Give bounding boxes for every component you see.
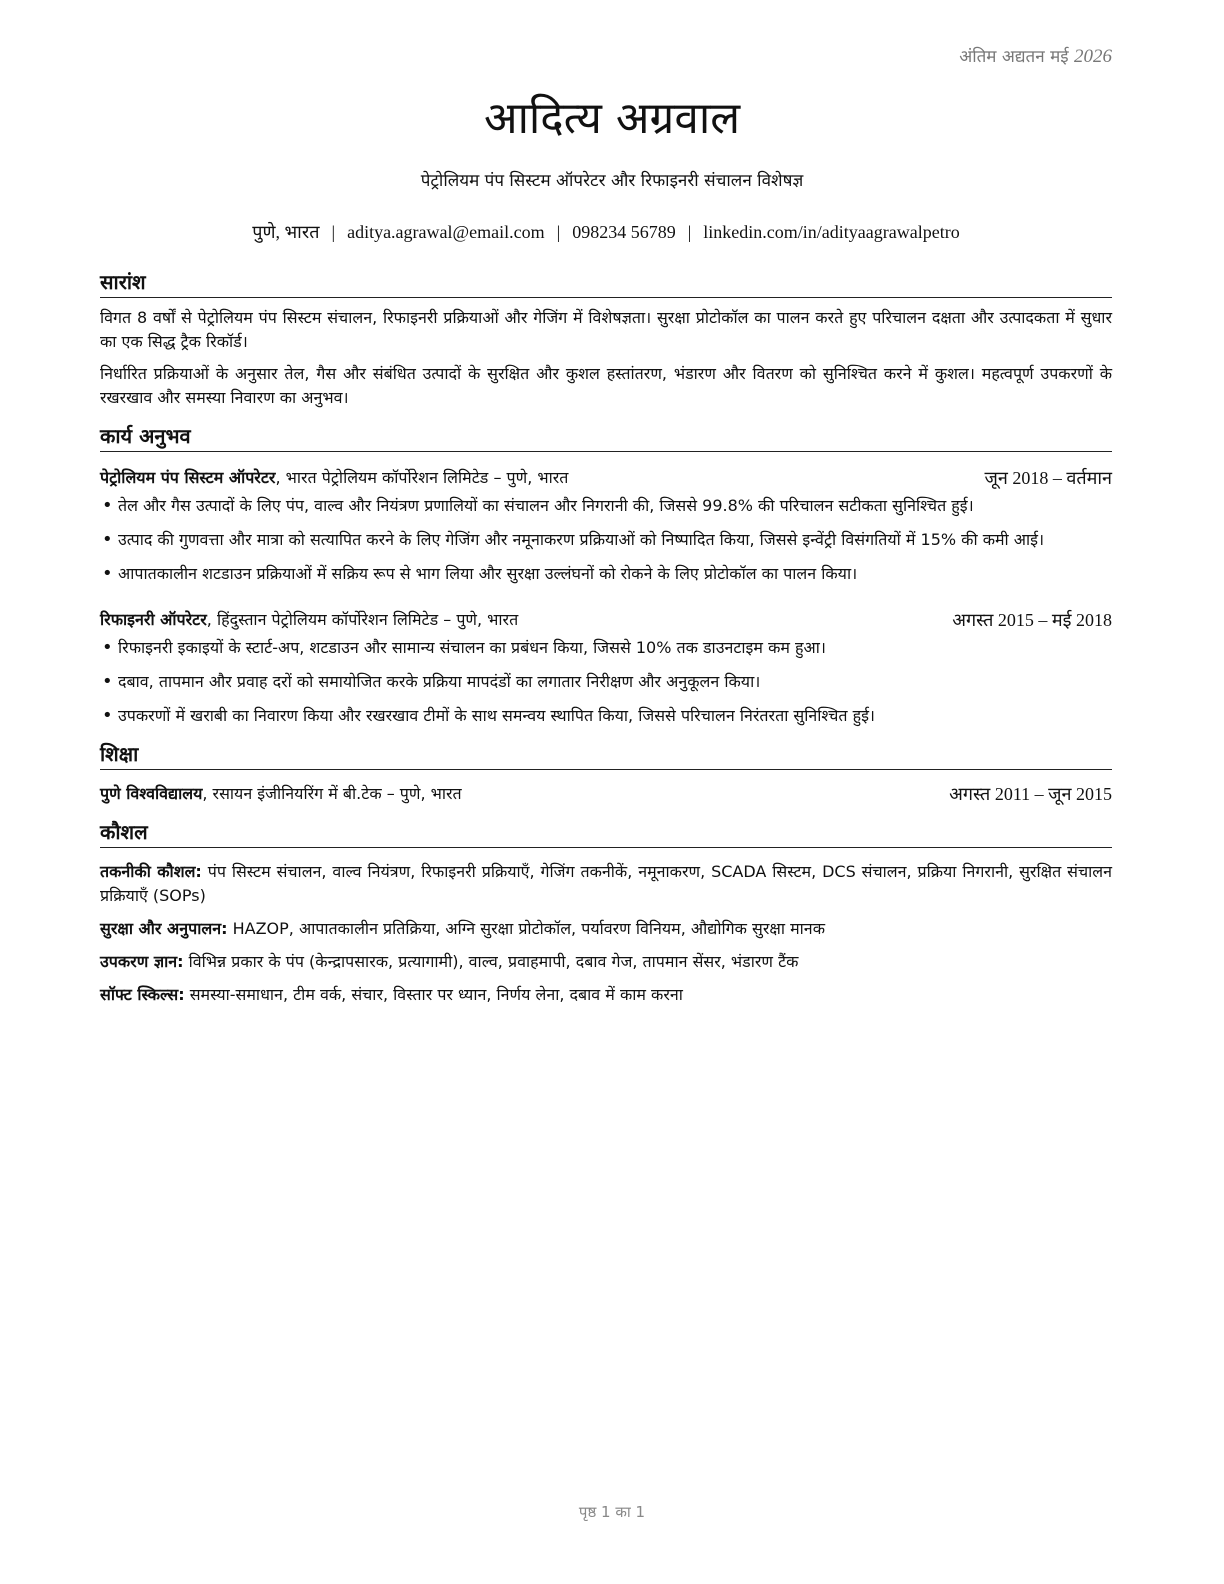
job-bullets (100, 636, 1112, 728)
summary-paragraph: निर्धारित प्रक्रियाओं के अनुसार तेल, गैस और संबंधित उत्पादों के सुरक्षित और कुशल हस्तांतरण, भंडारण और वितरण को सुनिश्चित करने में कुशल। महत्वपूर्ण उपकरणों के रखरखाव और समस्या निवारण का अनुभव। (100, 364, 1112, 407)
contact-phone[interactable]: 098234 56789 (572, 222, 676, 242)
summary-section (100, 268, 1112, 410)
skill-group-label: तकनीकी कौशल: (100, 862, 202, 881)
job-bullets (100, 494, 1112, 586)
skill-group (100, 860, 1112, 908)
skill-group-text: विभिन्न प्रकार के पंप (केन्द्रापसारक, प्रत्यागामी), वाल्व, प्रवाहमापी, दबाव गेज, तापमान सेंसर, भंडारण टैंक (183, 952, 799, 971)
summary-paragraph: विगत 8 वर्षों से पेट्रोलियम पंप सिस्टम संचालन, रिफाइनरी प्रक्रियाओं और गेजिंग में विशेषज्ञता। सुरक्षा प्रोटोकॉल का पालन करते हुए परिचालन दक्षता और उत्पादकता में सुधार का एक सिद्ध ट्रैक रिकॉर्ड। (100, 308, 1112, 351)
last-updated-label: अंतिम अद्यतन मई (959, 47, 1069, 67)
education-dates: अगस्त 2011 – जून 2015 (949, 784, 1112, 804)
job-bullet: • रिफाइनरी इकाइयों के स्टार्ट-अप, शटडाउन और सामान्य संचालन का प्रबंधन किया, जिससे 10% तक डाउनटाइम कम हुआ। (100, 636, 1112, 660)
job-bullet: • तेल और गैस उत्पादों के लिए पंप, वाल्व और नियंत्रण प्रणालियों का संचालन और निगरानी की, जिससे 99.8% की परिचालन सटीकता सुनिश्चित हुई। (100, 494, 1112, 518)
skill-group (100, 917, 1112, 941)
skill-group-text: HAZOP, आपातकालीन प्रतिक्रिया, अग्नि सुरक्षा प्रोटोकॉल, पर्यावरण विनियम, औद्योगिक सुरक्षा मानक (227, 919, 825, 938)
skill-group-text: समस्या-समाधान, टीम वर्क, संचार, विस्तार पर ध्यान, निर्णय लेना, दबाव में काम करना (184, 985, 683, 1004)
education-entry (100, 782, 1112, 806)
candidate-name: आदित्य अग्रवाल (483, 93, 741, 144)
summary-heading: सारांश (100, 268, 1112, 298)
contact-separator: | (331, 222, 336, 242)
contact-location: पुणे, भारत (252, 222, 320, 242)
job-header (100, 466, 1112, 490)
skill-group-text: पंप सिस्टम संचालन, वाल्व नियंत्रण, रिफाइनरी प्रक्रियाएँ, गेजिंग तकनीकें, नमूनाकरण, SCADA सिस्टम, DCS संचालन, प्रक्रिया निगरानी, सुरक्षित संचालन प्रक्रियाएँ (SOPs) (100, 862, 1112, 905)
contact-line (0, 220, 1212, 244)
skill-group-label: सुरक्षा और अनुपालन: (100, 919, 228, 938)
job-organization: , भारत पेट्रोलियम कॉर्पोरेशन लिमिटेड – पुणे, भारत (275, 468, 569, 487)
skill-group-label: उपकरण ज्ञान: (100, 952, 184, 971)
education-heading: शिक्षा (100, 740, 1112, 770)
skills-section (100, 818, 1112, 1007)
contact-separator: | (687, 222, 692, 242)
job-dates: जून 2018 – वर्तमान (984, 468, 1112, 488)
resume-content (100, 268, 1112, 1019)
skill-group-label: सॉफ्ट स्किल्स: (100, 985, 185, 1004)
contact-separator: | (556, 222, 561, 242)
experience-heading: कार्य अनुभव (100, 422, 1112, 452)
last-updated-year: 2026 (1074, 46, 1112, 67)
skills-heading: कौशल (100, 818, 1112, 848)
last-updated (959, 44, 1112, 68)
job-bullet: • उपकरणों में खराबी का निवारण किया और रखरखाव टीमों के साथ समन्वय स्थापित किया, जिससे परिचालन निरंतरता सुनिश्चित हुई। (100, 704, 1112, 728)
job-title: रिफाइनरी ऑपरेटर (100, 610, 207, 629)
candidate-tagline: पेट्रोलियम पंप सिस्टम ऑपरेटर और रिफाइनरी संचालन विशेषज्ञ (420, 171, 804, 191)
contact-email[interactable]: aditya.agrawal@email.com (347, 222, 545, 242)
job-title: पेट्रोलियम पंप सिस्टम ऑपरेटर (100, 468, 276, 487)
education-institution: पुणे विश्वविद्यालय (100, 784, 203, 803)
education-degree: , रसायन इंजीनियरिंग में बी.टेक – पुणे, भारत (202, 784, 462, 803)
experience-section (100, 422, 1112, 728)
job-header (100, 608, 1112, 632)
job-bullet: • दबाव, तापमान और प्रवाह दरों को समायोजित करके प्रक्रिया मापदंडों का लगातार निरीक्षण और अनुकूलन किया। (100, 670, 1112, 694)
education-section (100, 740, 1112, 806)
job-organization: , हिंदुस्तान पेट्रोलियम कॉर्पोरेशन लिमिटेड – पुणे, भारत (206, 610, 519, 629)
contact-linkedin[interactable]: linkedin.com/in/adityaagrawalpetro (703, 222, 960, 242)
page-number: पृष्ठ 1 का 1 (578, 1503, 646, 1521)
skill-group (100, 983, 1112, 1007)
job-dates: अगस्त 2015 – मई 2018 (952, 610, 1112, 630)
job-bullet: • आपातकालीन शटडाउन प्रक्रियाओं में सक्रिय रूप से भाग लिया और सुरक्षा उल्लंघनों को रोकने के लिए प्रोटोकॉल का पालन किया। (100, 562, 1112, 586)
job-bullet: • उत्पाद की गुणवत्ता और मात्रा को सत्यापित करने के लिए गेजिंग और नमूनाकरण प्रक्रियाओं को निष्पादित किया, जिससे इन्वेंट्री विसंगतियों में 15% की कमी आई। (100, 528, 1112, 552)
skill-group (100, 950, 1112, 974)
